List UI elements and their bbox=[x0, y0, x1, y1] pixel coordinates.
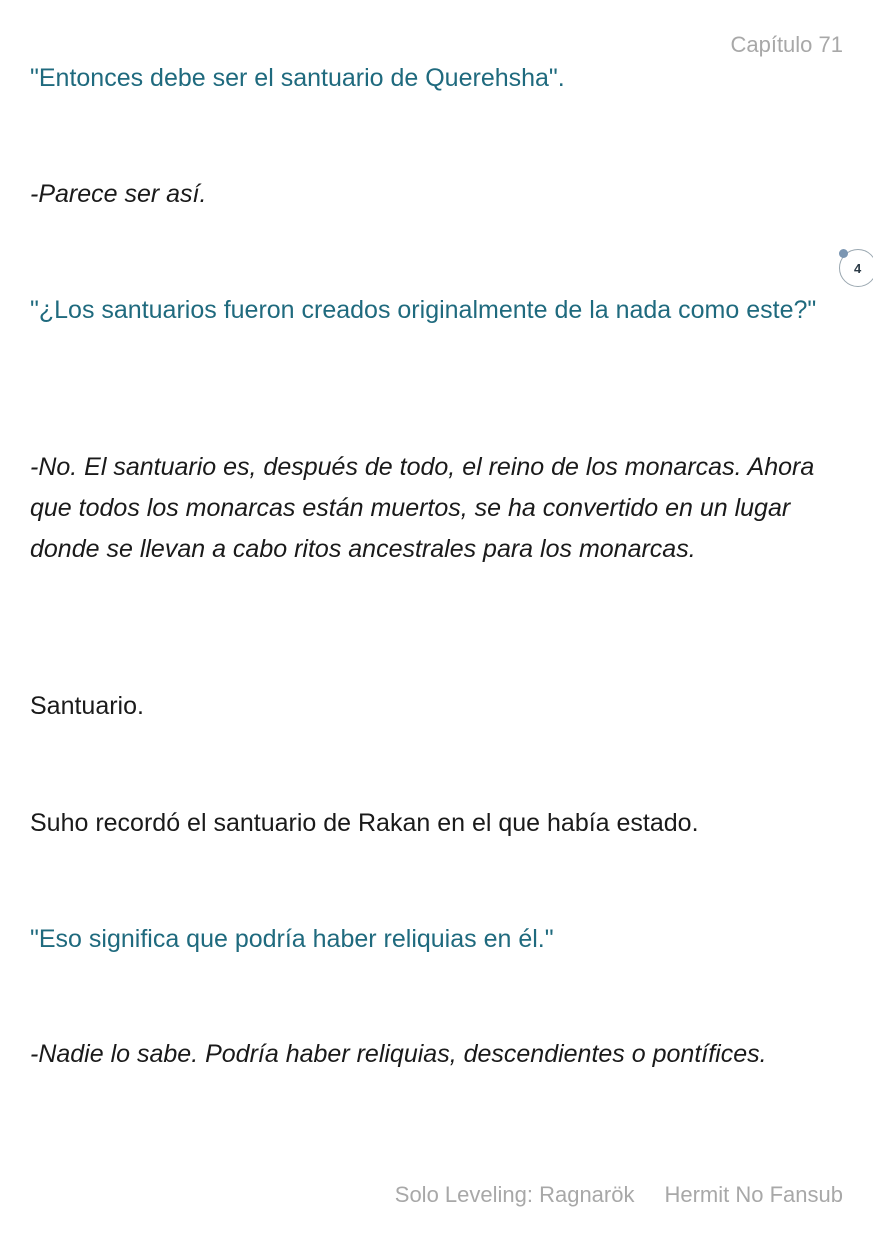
paragraph-dialogue: "Entonces debe ser el santuario de Querehsha". bbox=[30, 64, 565, 92]
page-badge-number: 4 bbox=[854, 261, 862, 276]
footer bbox=[395, 1182, 843, 1208]
paragraph-reply: -No. El santuario es, después de todo, el reino de los monarcas. Ahora que todos los monarcas están muertos, se ha convertido en un lugar donde se llevan a cabo ritos ancestrales para los monarcas. bbox=[30, 453, 815, 563]
footer-credit: Hermit No Fansub bbox=[664, 1182, 843, 1207]
paragraph-dialogue: "¿Los santuarios fueron creados originalmente de la nada como este?" bbox=[30, 296, 817, 324]
paragraph-reply: -Parece ser así. bbox=[30, 180, 207, 208]
paragraph-narration: Suho recordó el santuario de Rakan en el que había estado. bbox=[30, 809, 699, 837]
paragraph-reply: -Nadie lo sabe. Podría haber reliquias, descendientes o pontífices. bbox=[30, 1040, 767, 1068]
chapter-label: Capítulo 71 bbox=[730, 32, 843, 57]
paragraph-narration: Santuario. bbox=[30, 692, 144, 720]
paragraph-dialogue: "Eso significa que podría haber reliquias en él." bbox=[30, 925, 554, 953]
page-badge-dot-icon bbox=[839, 249, 848, 258]
page-badge[interactable] bbox=[839, 249, 873, 287]
footer-title: Solo Leveling: Ragnarök bbox=[394, 1182, 635, 1207]
